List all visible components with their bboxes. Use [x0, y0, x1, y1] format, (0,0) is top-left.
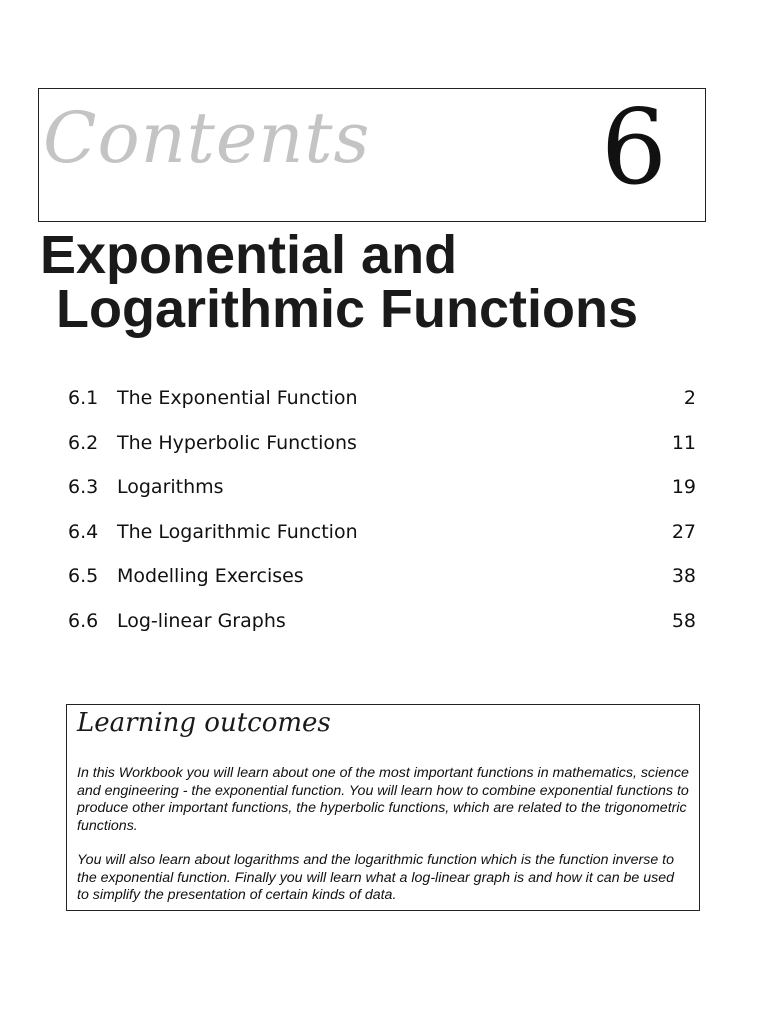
- toc-section-number: 6.5: [68, 565, 99, 587]
- toc-entry[interactable]: [68, 562, 696, 607]
- toc-entry[interactable]: [68, 607, 696, 652]
- toc-section-title[interactable]: The Exponential Function: [117, 387, 358, 409]
- toc-section-number: 6.6: [68, 609, 99, 632]
- contents-header-box: [38, 88, 706, 222]
- toc-section-number: 6.3: [68, 476, 99, 498]
- table-of-contents: [68, 384, 696, 651]
- toc-section-number: 6.4: [68, 520, 99, 543]
- chapter-title-line-1: Exponential and: [40, 225, 458, 285]
- toc-page-number: 58: [671, 609, 696, 632]
- toc-entry[interactable]: [68, 384, 696, 429]
- contents-heading: Contents: [43, 97, 371, 179]
- toc-section-title[interactable]: The Logarithmic Function: [117, 520, 358, 543]
- toc-section-number: 6.1: [68, 387, 99, 409]
- learning-outcomes-box: [66, 704, 700, 911]
- toc-entry[interactable]: [68, 518, 696, 563]
- chapter-title-line-2: Logarithmic Functions: [56, 279, 639, 339]
- toc-section-title[interactable]: Log-linear Graphs: [117, 609, 286, 632]
- toc-page-number: 38: [671, 565, 696, 587]
- toc-section-number: 6.2: [68, 431, 99, 454]
- toc-section-title[interactable]: Modelling Exercises: [117, 565, 304, 587]
- toc-entry[interactable]: [68, 473, 696, 518]
- learning-outcomes-paragraph-1: In this Workbook you will learn about one of the most important functions in mathematics, science and engineering - the exponential function. You will learn how to combine exponential functions to produce other important functions, the hyperbolic functions, which are related to the trigonometric functions.: [77, 765, 689, 834]
- toc-section-title[interactable]: The Hyperbolic Functions: [117, 431, 357, 454]
- toc-page-number: 2: [683, 387, 696, 409]
- toc-section-title[interactable]: Logarithms: [117, 476, 224, 498]
- learning-outcomes-paragraph-2: You will also learn about logarithms and the logarithmic function which is the function inverse to the exponential function. Finally you will learn what a log-linear graph is and how it can be used to simplify the presentation of certain kinds of data.: [77, 852, 675, 903]
- toc-page-number: 27: [671, 520, 696, 543]
- toc-page-number: 19: [671, 476, 696, 498]
- toc-entry[interactable]: [68, 429, 696, 474]
- learning-outcomes-heading: Learning outcomes: [77, 708, 331, 738]
- chapter-title: [40, 225, 639, 339]
- toc-page-number: 11: [671, 431, 696, 454]
- chapter-number: 6: [600, 86, 667, 208]
